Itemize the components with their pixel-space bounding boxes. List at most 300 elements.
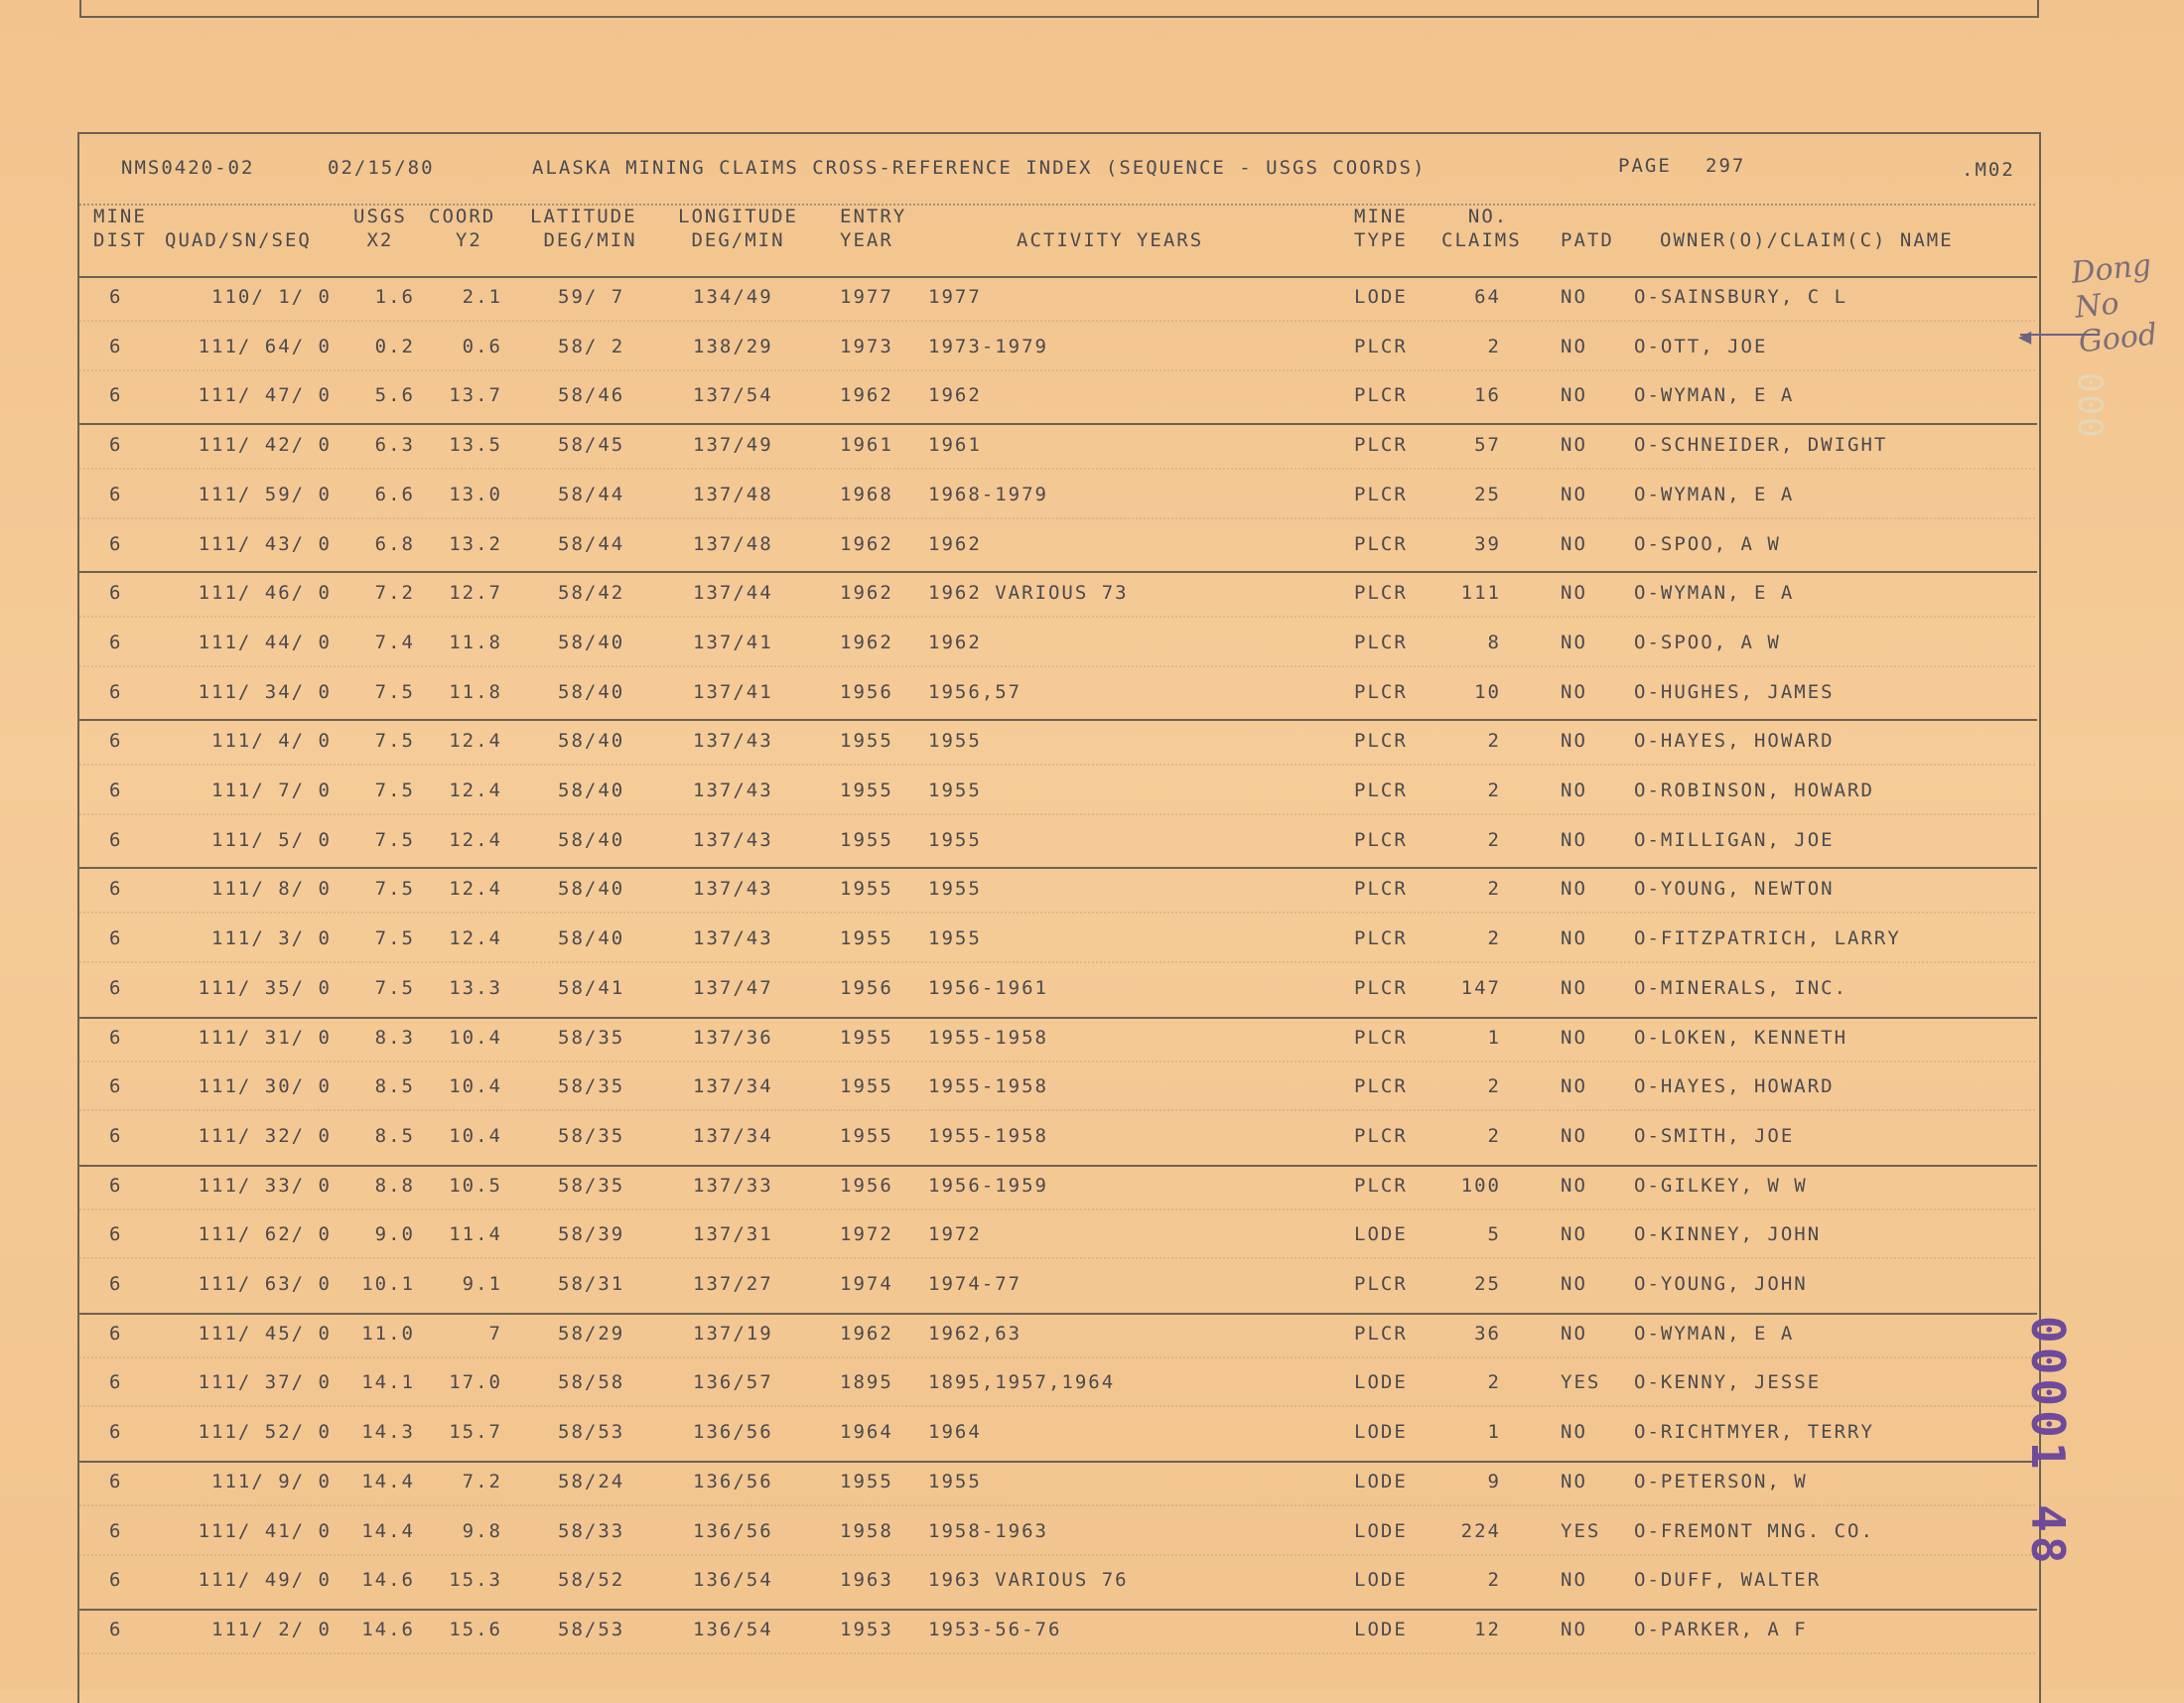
mine-dist-cell: 6 (109, 434, 123, 456)
latitude-cell: 58/41 (558, 977, 625, 999)
mine-dist-cell: 6 (109, 1223, 123, 1245)
entry-year-cell: 1955 (840, 927, 893, 949)
header-no-claims (1441, 205, 1522, 252)
table-row (0, 1019, 2184, 1059)
longitude-cell: 136/56 (693, 1421, 773, 1443)
coord-y2-cell: 13.3 (449, 977, 502, 999)
usgs-x2-cell: 14.6 (361, 1569, 415, 1591)
table-row (0, 1413, 2184, 1453)
table-row (0, 1167, 2184, 1206)
table-row (0, 920, 2184, 959)
table-row (0, 1315, 2184, 1354)
table-row (0, 673, 2184, 713)
usgs-x2-cell: 6.6 (374, 484, 415, 505)
table-row (0, 772, 2184, 811)
mine-dist-cell: 6 (109, 1421, 123, 1443)
longitude-cell: 136/56 (693, 1520, 773, 1542)
table-row (0, 574, 2184, 614)
usgs-x2-cell: 14.3 (361, 1421, 415, 1443)
no-claims-cell: 2 (1487, 878, 1501, 900)
table-row (0, 1363, 2184, 1403)
mine-type-cell: PLCR (1354, 829, 1408, 851)
activity-years-cell: 1955 (928, 829, 982, 851)
row-dot-rule (79, 1405, 2035, 1407)
header-coord-label: COORD (429, 206, 496, 227)
patd-cell: NO (1561, 434, 1587, 456)
usgs-x2-cell: 6.3 (374, 434, 415, 456)
table-row (0, 1215, 2184, 1255)
latitude-cell: 58/40 (558, 927, 625, 949)
entry-year-cell: 1964 (840, 1421, 893, 1443)
header-dist-label: DIST (93, 229, 147, 251)
activity-years-cell: 1972 (928, 1223, 982, 1245)
coord-y2-cell: 10.4 (449, 1027, 502, 1049)
coord-y2-cell: 10.5 (449, 1175, 502, 1197)
usgs-x2-cell: 9.0 (374, 1223, 415, 1245)
patd-cell: NO (1561, 1619, 1587, 1640)
coord-y2-cell: 15.3 (449, 1569, 502, 1591)
mine-dist-cell: 6 (109, 1075, 123, 1097)
header-claims-label: CLAIMS (1441, 229, 1522, 251)
activity-years-cell: 1977 (928, 286, 982, 308)
header-type-label: TYPE (1354, 229, 1408, 251)
patd-cell: NO (1561, 730, 1587, 752)
owner-name-cell: O-WYMAN, E A (1634, 384, 1795, 406)
table-row (0, 328, 2184, 367)
patd-cell: YES (1561, 1520, 1601, 1542)
coord-y2-cell: 12.4 (449, 780, 502, 801)
mine-dist-cell: 6 (109, 1569, 123, 1591)
usgs-x2-cell: 7.5 (374, 780, 415, 801)
quad-sn-seq-cell: 111/ 49/ 0 (198, 1569, 332, 1591)
report-title: ALASKA MINING CLAIMS CROSS-REFERENCE INDEX (SEQUENCE - USGS COORDS) (532, 157, 1427, 179)
activity-years-cell: 1962,63 (928, 1323, 1023, 1345)
coord-y2-cell: 12.4 (449, 829, 502, 851)
owner-name-cell: O-PETERSON, W (1634, 1471, 1808, 1492)
latitude-cell: 58/53 (558, 1619, 625, 1640)
mine-dist-cell: 6 (109, 927, 123, 949)
mine-type-cell: PLCR (1354, 533, 1408, 555)
usgs-x2-cell: 11.0 (361, 1323, 415, 1345)
mine-type-cell: PLCR (1354, 1323, 1408, 1345)
quad-sn-seq-cell: 111/ 59/ 0 (198, 484, 332, 505)
coord-y2-cell: 13.5 (449, 434, 502, 456)
longitude-cell: 137/47 (693, 977, 773, 999)
mine-type-cell: PLCR (1354, 780, 1408, 801)
owner-name-cell: O-WYMAN, E A (1634, 582, 1795, 604)
patd-cell: NO (1561, 484, 1587, 505)
latitude-cell: 58/40 (558, 730, 625, 752)
mine-type-cell: PLCR (1354, 730, 1408, 752)
mine-dist-cell: 6 (109, 336, 123, 357)
longitude-cell: 137/41 (693, 632, 773, 653)
mine-type-cell: LODE (1354, 286, 1408, 308)
quad-sn-seq-cell: 111/ 31/ 0 (198, 1027, 332, 1049)
top-form-edge (79, 0, 2039, 18)
activity-years-cell: 1973-1979 (928, 336, 1048, 357)
activity-years-cell: 1955-1958 (928, 1125, 1048, 1147)
mine-type-cell: PLCR (1354, 927, 1408, 949)
latitude-cell: 58/ 2 (558, 336, 625, 357)
owner-name-cell: O-ROBINSON, HOWARD (1634, 780, 1874, 801)
mine-type-cell: PLCR (1354, 582, 1408, 604)
header-lon-degmin: DEG/MIN (691, 229, 785, 251)
patd-cell: NO (1561, 1421, 1587, 1443)
patd-cell: NO (1561, 1569, 1587, 1591)
mine-dist-cell: 6 (109, 582, 123, 604)
table-row (0, 1512, 2184, 1552)
entry-year-cell: 1963 (840, 1569, 893, 1591)
usgs-x2-cell: 8.3 (374, 1027, 415, 1049)
longitude-cell: 134/49 (693, 286, 773, 308)
entry-year-cell: 1955 (840, 829, 893, 851)
header-usgs-x2 (353, 205, 407, 252)
mine-type-cell: PLCR (1354, 1175, 1408, 1197)
group-rule (77, 571, 2037, 573)
coord-y2-cell: 7 (488, 1323, 502, 1345)
mine-dist-cell: 6 (109, 384, 123, 406)
entry-year-cell: 1962 (840, 384, 893, 406)
table-row (0, 426, 2184, 466)
mine-dist-cell: 6 (109, 681, 123, 703)
latitude-cell: 58/53 (558, 1421, 625, 1443)
no-claims-cell: 2 (1487, 1569, 1501, 1591)
quad-sn-seq-cell: 111/ 47/ 0 (198, 384, 332, 406)
entry-year-cell: 1955 (840, 730, 893, 752)
mine-type-cell: LODE (1354, 1223, 1408, 1245)
owner-name-cell: O-SMITH, JOE (1634, 1125, 1795, 1147)
table-row (0, 1265, 2184, 1305)
entry-year-cell: 1961 (840, 434, 893, 456)
mine-type-cell: LODE (1354, 1619, 1408, 1640)
mine-type-cell: PLCR (1354, 1125, 1408, 1147)
activity-years-cell: 1963 VARIOUS 76 (928, 1569, 1129, 1591)
patd-cell: NO (1561, 286, 1587, 308)
faint-stamp: 000 (2070, 372, 2110, 440)
latitude-cell: 58/35 (558, 1175, 625, 1197)
quad-sn-seq-cell: 111/ 45/ 0 (198, 1323, 332, 1345)
latitude-cell: 58/31 (558, 1273, 625, 1295)
activity-years-cell: 1956-1961 (928, 977, 1048, 999)
no-claims-cell: 2 (1487, 730, 1501, 752)
longitude-cell: 137/54 (693, 384, 773, 406)
header-lat-degmin: DEG/MIN (543, 229, 637, 251)
latitude-cell: 58/52 (558, 1569, 625, 1591)
latitude-cell: 58/46 (558, 384, 625, 406)
no-claims-cell: 2 (1487, 780, 1501, 801)
header-coord-y2 (429, 205, 495, 252)
entry-year-cell: 1955 (840, 1075, 893, 1097)
row-dot-rule (79, 813, 2035, 815)
activity-years-cell: 1958-1963 (928, 1520, 1048, 1542)
mine-type-cell: PLCR (1354, 681, 1408, 703)
patd-cell: YES (1561, 1371, 1601, 1393)
latitude-cell: 58/35 (558, 1027, 625, 1049)
mine-dist-cell: 6 (109, 1273, 123, 1295)
owner-name-cell: O-GILKEY, W W (1634, 1175, 1808, 1197)
quad-sn-seq-cell: 111/ 34/ 0 (198, 681, 332, 703)
coord-y2-cell: 15.6 (449, 1619, 502, 1640)
quad-sn-seq-cell: 111/ 35/ 0 (198, 977, 332, 999)
quad-sn-seq-cell: 111/ 9/ 0 (211, 1471, 332, 1492)
activity-years-cell: 1955 (928, 927, 982, 949)
longitude-cell: 136/54 (693, 1619, 773, 1640)
owner-name-cell: O-SPOO, A W (1634, 533, 1781, 555)
activity-years-cell: 1961 (928, 434, 982, 456)
quad-sn-seq-cell: 111/ 63/ 0 (198, 1273, 332, 1295)
activity-years-cell: 1964 (928, 1421, 982, 1443)
latitude-cell: 58/40 (558, 681, 625, 703)
latitude-cell: 58/40 (558, 632, 625, 653)
mine-dist-cell: 6 (109, 1323, 123, 1345)
entry-year-cell: 1956 (840, 977, 893, 999)
coord-y2-cell: 0.6 (462, 336, 502, 357)
header-y2-label: Y2 (455, 229, 482, 251)
no-claims-cell: 5 (1487, 1223, 1501, 1245)
owner-name-cell: O-HUGHES, JAMES (1634, 681, 1835, 703)
row-dot-rule (79, 369, 2035, 371)
owner-name-cell: O-YOUNG, JOHN (1634, 1273, 1808, 1295)
table-row (0, 624, 2184, 663)
latitude-cell: 58/24 (558, 1471, 625, 1492)
activity-years-cell: 1962 (928, 533, 982, 555)
no-claims-cell: 57 (1474, 434, 1501, 456)
header-owner: OWNER(O)/CLAIM(C) NAME (1660, 229, 1954, 251)
quad-sn-seq-cell: 111/ 3/ 0 (211, 927, 332, 949)
mine-dist-cell: 6 (109, 780, 123, 801)
quad-sn-seq-cell: 111/ 64/ 0 (198, 336, 332, 357)
arrow-line (2020, 334, 2100, 336)
owner-name-cell: O-MILLIGAN, JOE (1634, 829, 1835, 851)
activity-years-cell: 1955 (928, 730, 982, 752)
usgs-x2-cell: 14.4 (361, 1471, 415, 1492)
activity-years-cell: 1895,1957,1964 (928, 1371, 1116, 1393)
entry-year-cell: 1955 (840, 1027, 893, 1049)
usgs-x2-cell: 7.5 (374, 878, 415, 900)
no-claims-cell: 2 (1487, 336, 1501, 357)
quad-sn-seq-cell: 111/ 33/ 0 (198, 1175, 332, 1197)
entry-year-cell: 1955 (840, 780, 893, 801)
owner-name-cell: O-KENNY, JESSE (1634, 1371, 1822, 1393)
report-date: 02/15/80 (328, 157, 435, 179)
no-claims-cell: 2 (1487, 1125, 1501, 1147)
mine-type-cell: PLCR (1354, 1027, 1408, 1049)
no-claims-cell: 2 (1487, 1371, 1501, 1393)
usgs-x2-cell: 8.5 (374, 1125, 415, 1147)
mine-type-cell: LODE (1354, 1371, 1408, 1393)
mine-dist-cell: 6 (109, 730, 123, 752)
coord-y2-cell: 12.4 (449, 730, 502, 752)
mine-type-cell: PLCR (1354, 878, 1408, 900)
activity-years-cell: 1953-56-76 (928, 1619, 1062, 1640)
longitude-cell: 137/41 (693, 681, 773, 703)
longitude-cell: 137/33 (693, 1175, 773, 1197)
coord-y2-cell: 13.7 (449, 384, 502, 406)
no-claims-cell: 1 (1487, 1421, 1501, 1443)
mine-dist-cell: 6 (109, 1471, 123, 1492)
usgs-x2-cell: 14.1 (361, 1371, 415, 1393)
no-claims-cell: 25 (1474, 1273, 1501, 1295)
patd-cell: NO (1561, 927, 1587, 949)
row-dot-rule (79, 1652, 2035, 1654)
row-dot-rule (79, 912, 2035, 914)
owner-name-cell: O-HAYES, HOWARD (1634, 1075, 1835, 1097)
quad-sn-seq-cell: 111/ 46/ 0 (198, 582, 332, 604)
program-id: NMS0420-02 (121, 157, 255, 179)
group-rule (77, 867, 2037, 869)
mine-dist-cell: 6 (109, 1619, 123, 1640)
table-row (0, 278, 2184, 318)
mine-dist-cell: 6 (109, 1027, 123, 1049)
no-claims-cell: 2 (1487, 927, 1501, 949)
usgs-x2-cell: 6.8 (374, 533, 415, 555)
usgs-x2-cell: 7.2 (374, 582, 415, 604)
patd-cell: NO (1561, 533, 1587, 555)
mine-dist-cell: 6 (109, 533, 123, 555)
longitude-cell: 137/48 (693, 533, 773, 555)
usgs-x2-cell: 7.5 (374, 829, 415, 851)
mine-type-cell: LODE (1354, 1569, 1408, 1591)
mine-type-cell: PLCR (1354, 1273, 1408, 1295)
usgs-x2-cell: 0.2 (374, 336, 415, 357)
mine-type-cell: PLCR (1354, 434, 1408, 456)
table-row (0, 722, 2184, 762)
usgs-x2-cell: 5.6 (374, 384, 415, 406)
quad-sn-seq-cell: 111/ 7/ 0 (211, 780, 332, 801)
header-usgs-label: USGS (353, 206, 407, 227)
owner-name-cell: O-MINERALS, INC. (1634, 977, 1848, 999)
quad-sn-seq-cell: 111/ 42/ 0 (198, 434, 332, 456)
activity-years-cell: 1955-1958 (928, 1027, 1048, 1049)
longitude-cell: 136/54 (693, 1569, 773, 1591)
activity-years-cell: 1962 VARIOUS 73 (928, 582, 1129, 604)
entry-year-cell: 1956 (840, 1175, 893, 1197)
row-dot-rule (79, 1554, 2035, 1556)
activity-years-cell: 1956-1959 (928, 1175, 1048, 1197)
coord-y2-cell: 11.4 (449, 1223, 502, 1245)
latitude-cell: 58/45 (558, 434, 625, 456)
entry-year-cell: 1955 (840, 878, 893, 900)
patd-cell: NO (1561, 780, 1587, 801)
latitude-cell: 58/40 (558, 780, 625, 801)
table-row (0, 1611, 2184, 1650)
owner-name-cell: O-SAINSBURY, C L (1634, 286, 1848, 308)
owner-name-cell: O-FITZPATRICH, LARRY (1634, 927, 1901, 949)
table-row (0, 376, 2184, 416)
row-dot-rule (79, 961, 2035, 963)
coord-y2-cell: 10.4 (449, 1125, 502, 1147)
owner-name-cell: O-FREMONT MNG. CO. (1634, 1520, 1874, 1542)
row-dot-rule (79, 1257, 2035, 1259)
owner-name-cell: O-SPOO, A W (1634, 632, 1781, 653)
quad-sn-seq-cell: 111/ 4/ 0 (211, 730, 332, 752)
no-claims-cell: 9 (1487, 1471, 1501, 1492)
usgs-x2-cell: 14.6 (361, 1619, 415, 1640)
no-claims-cell: 224 (1460, 1520, 1501, 1542)
owner-name-cell: O-DUFF, WALTER (1634, 1569, 1822, 1591)
coord-y2-cell: 9.1 (462, 1273, 502, 1295)
mine-dist-cell: 6 (109, 878, 123, 900)
arrow-left-icon: ◀ (2018, 325, 2032, 350)
latitude-cell: 58/44 (558, 484, 625, 505)
owner-name-cell: O-RICHTMYER, TERRY (1634, 1421, 1874, 1443)
header-entry-year (840, 205, 906, 252)
page-label: PAGE (1618, 155, 1672, 177)
mine-dist-cell: 6 (109, 1175, 123, 1197)
entry-year-cell: 1973 (840, 336, 893, 357)
longitude-cell: 137/31 (693, 1223, 773, 1245)
header-longitude (678, 205, 798, 252)
coord-y2-cell: 9.8 (462, 1520, 502, 1542)
table-row (0, 1561, 2184, 1601)
no-claims-cell: 36 (1474, 1323, 1501, 1345)
header-mine-type (1354, 205, 1408, 252)
longitude-cell: 137/43 (693, 927, 773, 949)
entry-year-cell: 1962 (840, 533, 893, 555)
mine-dist-cell: 6 (109, 977, 123, 999)
latitude-cell: 58/35 (558, 1075, 625, 1097)
longitude-cell: 137/36 (693, 1027, 773, 1049)
handwritten-note: Dong No Good (2069, 247, 2159, 360)
owner-name-cell: O-KINNEY, JOHN (1634, 1223, 1822, 1245)
mine-dist-cell: 6 (109, 1125, 123, 1147)
row-dot-rule (79, 1356, 2035, 1358)
entry-year-cell: 1972 (840, 1223, 893, 1245)
longitude-cell: 138/29 (693, 336, 773, 357)
table-row (0, 870, 2184, 910)
patd-cell: NO (1561, 1323, 1587, 1345)
mine-type-cell: LODE (1354, 1520, 1408, 1542)
latitude-cell: 58/33 (558, 1520, 625, 1542)
owner-name-cell: O-SCHNEIDER, DWIGHT (1634, 434, 1888, 456)
owner-name-cell: O-HAYES, HOWARD (1634, 730, 1835, 752)
coord-y2-cell: 2.1 (462, 286, 502, 308)
row-dot-rule (79, 468, 2035, 470)
no-claims-cell: 2 (1487, 829, 1501, 851)
group-rule (77, 719, 2037, 721)
row-dot-rule (79, 1208, 2035, 1210)
entry-year-cell: 1956 (840, 681, 893, 703)
no-claims-cell: 12 (1474, 1619, 1501, 1640)
usgs-x2-cell: 7.5 (374, 927, 415, 949)
latitude-cell: 58/40 (558, 878, 625, 900)
coord-y2-cell: 13.0 (449, 484, 502, 505)
longitude-cell: 137/43 (693, 878, 773, 900)
header-year-label: YEAR (840, 229, 893, 251)
no-claims-cell: 147 (1460, 977, 1501, 999)
entry-year-cell: 1977 (840, 286, 893, 308)
coord-y2-cell: 11.8 (449, 681, 502, 703)
patd-cell: NO (1561, 632, 1587, 653)
quad-sn-seq-cell: 111/ 62/ 0 (198, 1223, 332, 1245)
coord-y2-cell: 15.7 (449, 1421, 502, 1443)
latitude-cell: 58/42 (558, 582, 625, 604)
usgs-x2-cell: 7.5 (374, 977, 415, 999)
patd-cell: NO (1561, 582, 1587, 604)
no-claims-cell: 2 (1487, 1075, 1501, 1097)
activity-years-cell: 1955 (928, 780, 982, 801)
no-claims-cell: 25 (1474, 484, 1501, 505)
coord-y2-cell: 17.0 (449, 1371, 502, 1393)
header-entry-label: ENTRY (840, 206, 907, 227)
longitude-cell: 137/43 (693, 829, 773, 851)
latitude-cell: 58/44 (558, 533, 625, 555)
header-patd: PATD (1561, 229, 1614, 251)
no-claims-cell: 8 (1487, 632, 1501, 653)
usgs-x2-cell: 8.8 (374, 1175, 415, 1197)
mine-type-cell: LODE (1354, 1471, 1408, 1492)
table-row (0, 821, 2184, 861)
